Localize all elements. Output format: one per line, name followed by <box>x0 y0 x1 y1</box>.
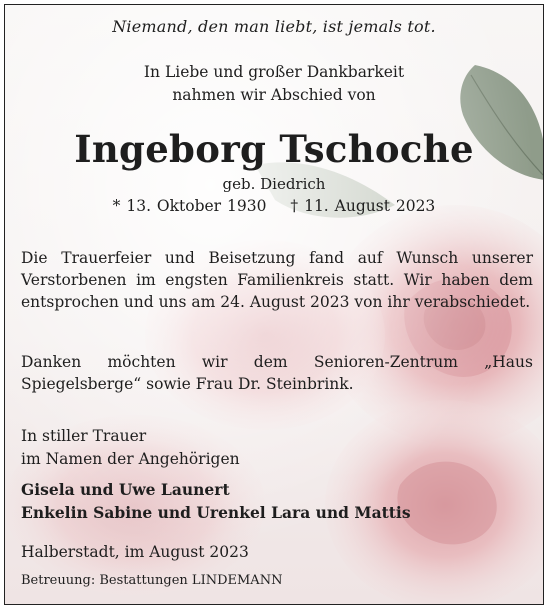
signature-line-1: In stiller Trauer <box>21 427 147 445</box>
family-line-1: Gisela und Uwe Launert <box>21 480 230 499</box>
family-line-2: Enkelin Sabine und Urenkel Lara und Mattis <box>21 503 411 522</box>
birth-name: geb. Diedrich <box>222 175 326 193</box>
signature-line-2: im Namen der Angehörigen <box>21 450 240 468</box>
intro-line-1: In Liebe und großer Dankbarkeit <box>143 63 405 81</box>
life-dates <box>5 197 543 215</box>
motto-quote: Niemand, den man liebt, ist jemals tot. <box>112 17 436 36</box>
birth-date: * 13. Oktober 1930 <box>112 197 267 215</box>
intro-text <box>5 61 543 107</box>
death-date: † 11. August 2023 <box>290 197 436 215</box>
place-date: Halberstadt, im August 2023 <box>21 543 249 561</box>
care-note: Betreuung: Bestattungen LINDEMANN <box>21 573 283 588</box>
thanks-paragraph: Danken möchten wir dem Senioren-Zentrum „Haus Spiegelsberge“ sowie Frau Dr. Steinbrink. <box>21 353 533 393</box>
obituary-notice <box>4 4 544 605</box>
deceased-name: Ingeborg Tschoche <box>74 127 474 171</box>
intro-line-2: nahmen wir Abschied von <box>172 86 376 104</box>
funeral-paragraph: Die Trauerfeier und Beisetzung fand auf Wunsch unserer Verstorbenen im engsten Familienkreis statt. Wir haben dem entsprochen und uns am 24. August 2023 von ihr verabschiedet. <box>21 249 533 311</box>
